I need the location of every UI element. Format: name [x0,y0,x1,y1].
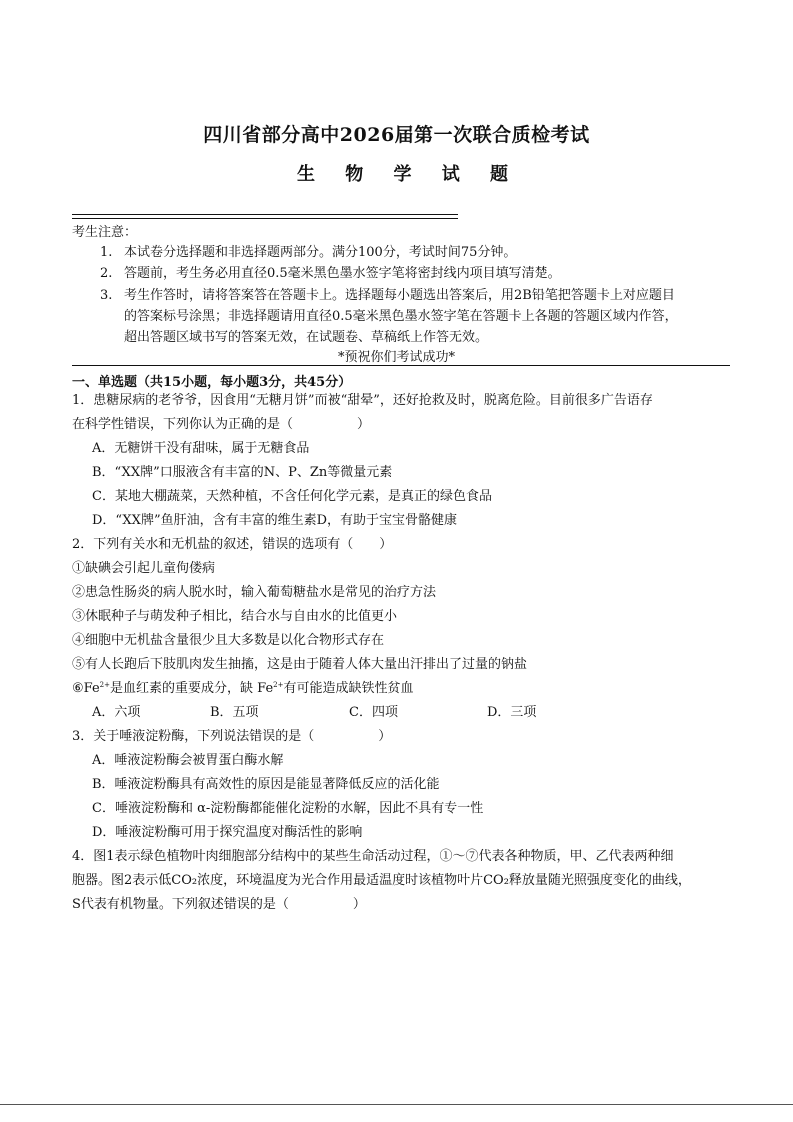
superscript-charge: 2+ [273,681,284,689]
notice-item-text: 答题前，考生务必用直径0.5毫米黑色墨水签字笔将密封线内项目填写清楚。 [124,266,561,281]
notice-item-text: 考生作答时，请将答案答在答题卡上。选择题每小题选出答案后，用2B铅笔把答题卡上对应题目 [124,288,675,303]
question-2-paren-close: ） [379,537,393,552]
question-1-option-c: C．某地大棚蔬菜，天然种植，不含任何化学元素，是真正的绿色食品 [92,489,492,504]
notice-item-number: 2. [100,266,113,281]
notice-item-continuation: 的答案标号涂黑；非选择题请用直径0.5毫米黑色墨水签字笔在答题卡上各题的答题区域内作答， [124,309,678,324]
notice-item-continuation: 超出答题区域书写的答案无效，在试题卷、草稿纸上作答无效。 [124,330,489,345]
question-3-option-d: D．唾液淀粉酶可用于探究温度对酶活性的影响 [92,825,363,840]
notice-heading: 考生注意： [72,225,138,240]
question-2-option-c: C．四项 [349,705,398,720]
question-2-option-a: A．六项 [92,705,141,720]
question-3-stem [72,727,732,747]
question-1-stem: 1．患糖尿病的老爷爷，因食用“无糖月饼”而被“甜晕”，还好抢救及时，脱离危险。目前很多广告语存 [72,393,653,408]
question-3-option-a: A．唾液淀粉酶会被胃蛋白酶水解 [92,753,284,768]
question-4-prompt: S代表有机物量。下列叙述错误的是（ [72,897,289,912]
question-4-paren-close: ） [352,897,366,912]
question-2-statement-6 [72,679,732,699]
question-2-prompt: 2．下列有关水和无机盐的叙述，错误的选项有（ [72,537,354,552]
question-4-stem: 4．图1表示绿色植物叶肉细胞部分结构中的某些生命活动过程，①～⑦代表各种物质，甲、乙代表两种细 [72,849,674,864]
question-4-stem-cont: 胞器。图2表示低CO₂浓度，环境温度为光合作用最适温度时该植物叶片CO₂释放量随光照强度变化的曲线， [72,873,691,888]
statement-6-part: 有可能造成缺铁性贫血 [283,681,414,696]
question-1-option-b: B．“XX牌”口服液含有丰富的N、P、Zn等微量元素 [92,465,393,480]
notice-item-number: 3. [100,288,113,303]
subject-title: 生 物 学 试 题 [296,164,521,185]
question-1-prompt: 在科学性错误，下列你认为正确的是（ [72,417,294,432]
question-2-statement: ④细胞中无机盐含量很少且大多数是以化合物形式存在 [72,633,385,648]
notice-item-number: 1. [100,245,113,260]
question-4-stem-last [72,895,732,915]
question-1-paren-close: ） [357,417,371,432]
question-2-option-d: D．三项 [487,705,537,720]
question-2-option-b: B．五项 [210,705,259,720]
exam-title: 四川省部分高中2026届第一次联合质检考试 [203,124,590,146]
superscript-charge: 2+ [99,681,110,689]
notice-item [100,285,730,307]
notice-item-text: 本试卷分选择题和非选择题两部分。满分100分，考试时间75分钟。 [124,245,517,260]
statement-6-part: ⑥Fe [72,681,100,696]
notice-item [100,242,730,264]
question-2-statement: ①缺碘会引起儿童佝偻病 [72,561,216,576]
question-1-option-d: D．“XX牌”鱼肝油，含有丰富的维生素D，有助于宝宝骨骼健康 [92,513,458,528]
question-3-prompt: 3．关于唾液淀粉酶，下列说法错误的是（ [72,729,315,744]
question-2-statement: ⑤有人长跑后下肢肌肉发生抽搐，这是由于随着人体大量出汗排出了过量的钠盐 [72,657,528,672]
question-3-paren-close: ） [378,729,392,744]
section-divider [72,365,730,366]
question-3-option-c: C．唾液淀粉酶和 α-淀粉酶都能催化淀粉的水解，因此不具有专一性 [92,801,484,816]
question-1-stem-cont [72,415,732,435]
question-3-option-b: B．唾液淀粉酶具有高效性的原因是能显著降低反应的活化能 [92,777,440,792]
question-1-option-a: A．无糖饼干没有甜味，属于无糖食品 [92,441,310,456]
section-heading: 一、单选题（共15小题，每小题3分，共45分） [72,375,352,390]
page-bottom-border [0,1104,793,1105]
question-2-stem [72,535,732,555]
good-luck-message: *预祝你们考试成功* [337,350,455,365]
statement-6-part: 是血红素的重要成分，缺 Fe [110,681,274,696]
double-divider [72,214,458,219]
notice-item [100,263,730,285]
question-2-statement: ②患急性肠炎的病人脱水时，输入葡萄糖盐水是常见的治疗方法 [72,585,437,600]
question-2-statement: ③休眠种子与萌发种子相比，结合水与自由水的比值更小 [72,609,398,624]
